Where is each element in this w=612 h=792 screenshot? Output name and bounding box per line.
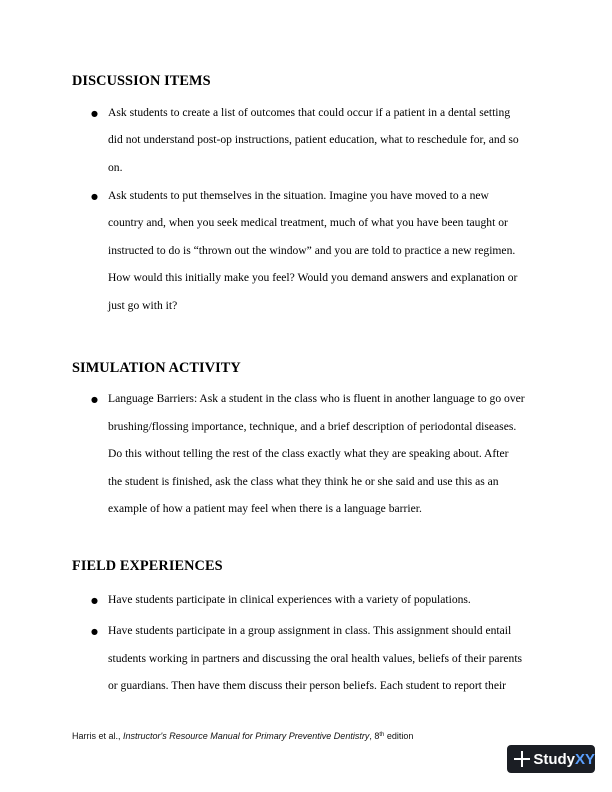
text-line: Language Barriers: Ask a student in the class who is fluent in another language to go over (108, 392, 525, 405)
text-line: the student is finished, ask the class what they think he or she said and use this as an (108, 475, 499, 488)
text-line: How would this initially make you feel? Would you demand answers and explanation or (108, 271, 518, 284)
text-line: Have students participate in clinical experiences with a variety of populations. (108, 593, 471, 606)
bullet-icon: ● (91, 192, 98, 201)
footer-authors: Harris et al., (72, 731, 124, 741)
text-line: Do this without telling the rest of the class exactly what they are speaking about. After (108, 447, 509, 460)
studyxy-logo-badge[interactable] (507, 745, 595, 773)
logo-text-main: Study (533, 750, 575, 768)
text-line: or guardians. Then have them discuss their person beliefs. Each student to report their (108, 679, 507, 692)
bullet-icon: ● (91, 627, 98, 636)
text-line: did not understand post-op instructions, patient education, what to reschedule for, and so (108, 133, 519, 146)
section-heading-simulation-activity: SIMULATION ACTIVITY (72, 360, 241, 376)
bullet-icon: ● (91, 109, 98, 118)
page-footer (72, 731, 413, 741)
bullet-icon: ● (91, 395, 98, 404)
text-line: Have students participate in a group assignment in class. This assignment should entail (108, 624, 512, 637)
text-line: just go with it? (108, 299, 178, 312)
section-heading-field-experiences: FIELD EXPERIENCES (72, 558, 223, 574)
text-line: brushing/flossing importance, technique, and a brief description of periodontal diseases. (108, 420, 517, 433)
text-line: Ask students to create a list of outcomes that could occur if a patient in a dental setting (108, 106, 511, 119)
footer-edition-suffix: edition (384, 731, 414, 741)
text-line: country and, when you seek medical treatment, much of what you have been taught or (108, 216, 508, 229)
text-line: students working in partners and discussing the oral health values, beliefs of their parents (108, 652, 523, 665)
footer-edition-prefix: , 8 (369, 731, 380, 741)
text-line: Ask students to put themselves in the situation. Imagine you have moved to a new (108, 189, 489, 202)
plus-icon (513, 750, 527, 768)
text-line: example of how a patient may feel when there is a language barrier. (108, 502, 422, 515)
text-line: on. (108, 161, 123, 174)
footer-book-title: Instructor's Resource Manual for Primary Preventive Dentistry (123, 731, 370, 741)
text-line: instructed to do is “thrown out the window” and you are told to practice a new regimen. (108, 244, 516, 257)
bullet-icon: ● (91, 596, 98, 605)
footer-edition-sup: th (379, 732, 385, 738)
section-heading-discussion-items: DISCUSSION ITEMS (72, 73, 211, 89)
logo-text-accent: XY (574, 750, 595, 768)
